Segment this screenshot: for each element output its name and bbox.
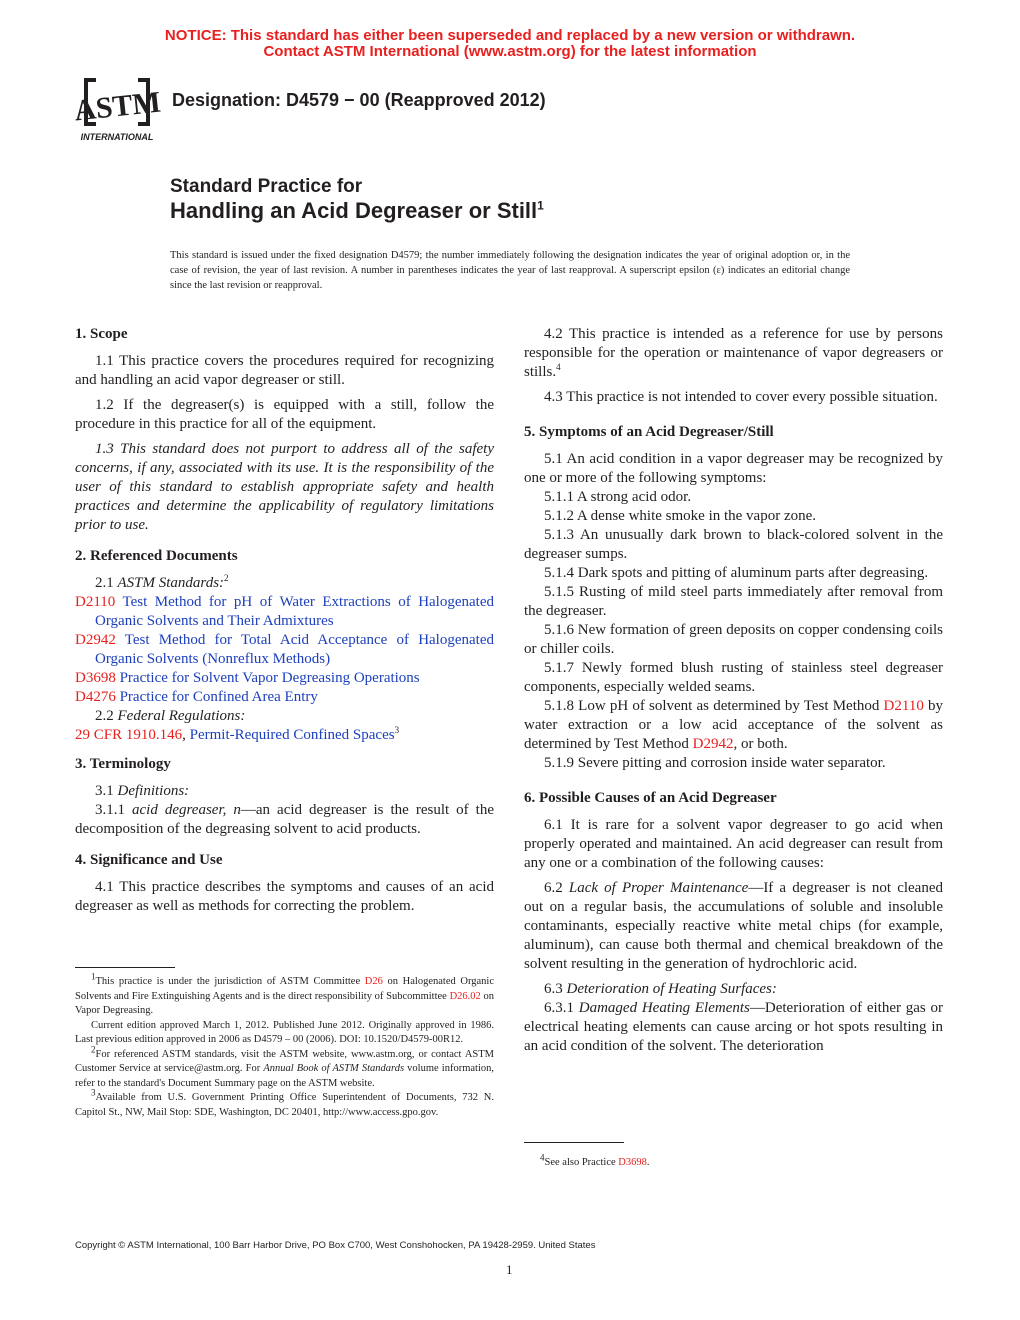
ref-d3698[interactable]: D3698 Practice for Solvent Vapor Degreasing Operations: [75, 670, 420, 686]
ref-29cfr[interactable]: 29 CFR 1910.146, Permit-Required Confined Spaces$^3$: [75, 725, 400, 743]
para-6-3-1: 6.3.1 Damaged Heating Elements—Deterioration of either gas or electrical heating elements can cause arcing or hot spots resulting in an acid condition of the solvent. The deterioration: [524, 1000, 943, 1054]
para-5-1-7: 5.1.7 Newly formed blush rusting of stainless steel degreaser components, especially welded seams.: [524, 660, 943, 695]
footnote-4: $^4$See also Practice D3698.: [540, 1152, 650, 1168]
title-line-1: Standard Practice for: [170, 176, 363, 197]
para-5-1-1: 5.1.1 A strong acid odor.: [544, 489, 692, 505]
title-line-2: Handling an Acid Degreaser or Still$^1$: [170, 198, 544, 223]
para-4-1: 4.1 This practice describes the symptoms and causes of an acid degreaser as well as methods for correcting the problem.: [75, 879, 494, 914]
page-number: 1: [506, 1262, 513, 1277]
para-5-1: 5.1 An acid condition in a vapor degreaser may be recognized by one or more of the following symptoms:: [524, 451, 943, 486]
para-5-1-4: 5.1.4 Dark spots and pitting of aluminum parts after degreasing.: [544, 565, 929, 581]
footnote-3: $^3$Available from U.S. Government Printing Office Superintendent of Documents, 732 N. Capitol St., NW, Mail Stop: SDE, Washington, DC 20401, http://www.access.gpo.gov.: [75, 1087, 494, 1118]
section-5-heading: 5. Symptoms of an Acid Degreaser/Still: [524, 424, 774, 440]
para-4-3: 4.3 This practice is not intended to cover every possible situation.: [544, 389, 938, 405]
para-5-1-5: 5.1.5 Rusting of mild steel parts immediately after removal from the degreaser.: [524, 584, 943, 619]
ref-d2942[interactable]: D2942 Test Method for Total Acid Acceptance of Halogenated Organic Solvents (Nonreflux Methods): [75, 632, 494, 667]
ref-d4276[interactable]: D4276 Practice for Confined Area Entry: [75, 689, 318, 705]
footnote-2: $^2$For referenced ASTM standards, visit the ASTM website, www.astm.org, or contact ASTM Customer Service at service@astm.org. For Annual Book of ASTM Standards volume information, refer to the standard's Document Summary page on the ASTM website.: [75, 1044, 494, 1089]
para-5-1-3: 5.1.3 An unusually dark brown to black-colored solvent in the degreaser sumps.: [524, 527, 943, 562]
para-5-1-9: 5.1.9 Severe pitting and corrosion inside water separator.: [544, 755, 886, 771]
astm-logo-icon: [72, 72, 162, 144]
section-1-heading: 1. Scope: [75, 326, 128, 342]
footnote-1: $^1$This practice is under the jurisdiction of ASTM Committee D26 on Halogenated Organic Solvents and Fire Extinguishing Agents and is the direct responsibility of Subcommittee D26.02 on Vapor Degreasing.: [75, 971, 495, 1016]
para-3-1: 3.1 Definitions:: [95, 783, 190, 799]
section-3-heading: 3. Terminology: [75, 756, 171, 772]
copyright-footer: Copyright © ASTM International, 100 Barr Harbor Drive, PO Box C700, West Conshohocken, PA 19428-2959. United States: [75, 1240, 596, 1251]
para-1-3: 1.3 This standard does not purport to address all of the safety concerns, if any, associated with its use. It is the responsibility of the user of this standard to establish appropriate safety and health practices and determine the applicability of regulatory limitations prior to use.: [75, 441, 494, 533]
footnote-rule-left: [75, 967, 175, 968]
para-2-2: 2.2 Federal Regulations:: [95, 708, 246, 724]
issue-note: This standard is issued under the fixed designation D4579; the number immediately following the designation indicates the year of original adoption or, in the case of revision, the year of last revision. A number in parentheses indicates the year of last reapproval. A superscript epsilon (ε) indicates an editorial change since the last revision or reapproval.: [170, 250, 850, 291]
para-3-1-1: 3.1.1 acid degreaser, n—an acid degreaser is the result of the decomposition of the degreasing solvent to acid products.: [75, 802, 495, 837]
para-6-1: 6.1 It is rare for a solvent vapor degreaser to go acid when properly operated and maintained. An acid degreaser can result from any one or a combination of the following causes:: [524, 817, 943, 871]
footnote-1-edition: Current edition approved March 1, 2012. Published June 2012. Originally approved in 1986. Last previous edition approved in 2006 as D4579 – 00 (2006). DOI: 10.1520/D4579-00R12.: [75, 1019, 494, 1045]
para-2-1: 2.1 ASTM Standards:$^2$: [95, 573, 229, 591]
para-1-1: 1.1 This practice covers the procedures required for recognizing and handling an acid vapor degreaser or still.: [75, 353, 494, 388]
right-column: [524, 325, 943, 1056]
section-6-heading: 6. Possible Causes of an Acid Degreaser: [524, 790, 777, 806]
notice-line-1: NOTICE: This standard has either been superseded and replaced by a new version or withdrawn.: [164, 27, 856, 44]
notice-line-2: Contact ASTM International (www.astm.org) for the latest information: [263, 43, 757, 60]
para-1-2: 1.2 If the degreaser(s) is equipped with a still, follow the procedure in this practice for all of the equipment.: [75, 397, 494, 432]
section-4-heading: 4. Significance and Use: [75, 852, 223, 868]
svg-text:INTERNATIONAL: INTERNATIONAL: [80, 132, 154, 142]
para-5-1-2: 5.1.2 A dense white smoke in the vapor zone.: [544, 508, 817, 524]
para-6-2: 6.2 Lack of Proper Maintenance—If a degreaser is not cleaned out on a regular basis, the accumulations of soluble and insoluble contaminants, especially reactive white metal chips (for example, aluminum), can cause both thermal and chemical breakdown of the solvent resulting in the generation of hydrochloric acid.: [524, 880, 943, 972]
footnotes-right: [524, 1152, 943, 1171]
para-4-2: 4.2 This practice is intended as a reference for use by persons responsible for the operation or maintenance of vapor degreasers or stills.$^4$: [524, 326, 943, 380]
footnotes-left: [75, 971, 495, 1120]
designation: Designation: D4579 − 00 (Reapproved 2012): [172, 90, 546, 110]
para-5-1-6: 5.1.6 New formation of green deposits on copper condensing coils or chiller coils.: [524, 622, 943, 657]
footnote-rule-right: [524, 1142, 624, 1143]
svg-text:ASTM: ASTM: [72, 85, 162, 128]
para-5-1-8: 5.1.8 Low pH of solvent as determined by Test Method D2110 by water extraction or a low acid acceptance of the solvent as determined by Test Method D2942, or both.: [524, 698, 944, 752]
ref-d2110[interactable]: D2110 Test Method for pH of Water Extractions of Halogenated Organic Solvents and Their Admixtures: [75, 594, 494, 629]
para-6-3: 6.3 Deterioration of Heating Surfaces:: [544, 981, 777, 997]
left-column: [75, 325, 494, 922]
section-2-heading: 2. Referenced Documents: [75, 548, 238, 564]
